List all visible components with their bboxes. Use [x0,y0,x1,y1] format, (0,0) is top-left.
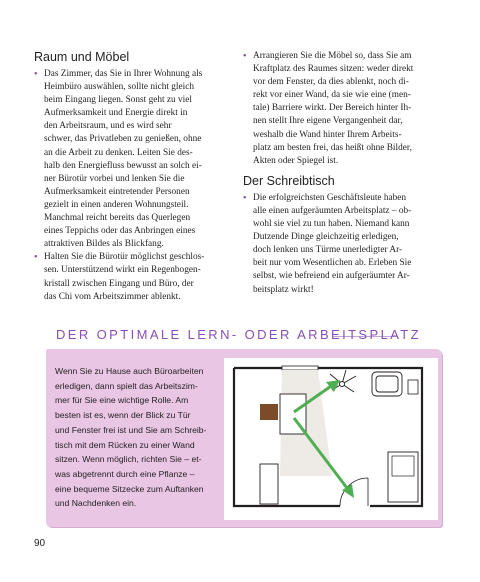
info-box-line: Wenn Sie zu Hause auch Büroarbeiten [55,366,204,376]
section-heading-room: Raum und Möbel [34,50,130,64]
bullet-item [34,68,236,251]
bullet-line: Akten oder Spiegel ist. [253,155,339,166]
bullet-line: beitsplatz wirkt! [253,284,314,295]
bullet-line: das Chi vom Arbeitszimmer ablenkt. [44,291,181,302]
bullet-line: eines Teppichs oder das Anbringen eines [44,226,196,237]
desk [260,404,278,420]
info-box-line: sitzen. Wenn möglich, richten Sie – et- [55,454,202,465]
bullet-line: attraktiven Bildes als Blickfang. [44,239,164,250]
right-bullet-list-bottom [243,192,443,297]
bullet-line: an die Arbeit zu denken. Leiten Sie des- [44,147,193,158]
bullet-line: Das Zimmer, das Sie in Ihrer Wohnung als [44,69,203,79]
info-box-text [55,364,218,511]
bullet-line: beit nur vom Wesentlichen ab. Erleben Sie [253,258,412,269]
bullet-line: gezielt in einen anderen Wohnungsteil. [44,199,189,210]
left-bullet-list [34,68,236,304]
bullet-line: weshalb die Wand hinter Ihrem Arbeits- [253,129,402,140]
bullet-line: Aufmerksamkeit und Energie direkt in [44,108,188,119]
bullet-line: wohl sie viel zu tun haben. Niemand kann [253,219,410,230]
bullet-line: beim Eingang liegen. Sonst geht zu viel [44,95,192,106]
bullet-line: Arrangieren Sie die Möbel so, dass Sie am [253,51,412,61]
info-box-line: was abgetrennt durch eine Pflanze – [55,468,195,479]
bullet-line: kristall zwischen Eingang und Büro, der [44,278,194,289]
bullet-line: schwer, das Privatleben zu genießen, ohne [44,134,202,145]
window [282,366,318,370]
bullet-line: doch lenken uns Türme unerledigter Ar- [253,245,403,256]
section-heading-desk: Der Schreibtisch [243,173,335,188]
bullet-dot: • [34,69,38,80]
bullet-line: nen stellt Ihre eigene Vergangenheit dar, [253,116,403,127]
bullet-item [243,192,443,297]
cabinet-door [392,456,414,476]
bullet-line: selbst, wie befreiend ein aufgeräumter Ar- [253,271,410,282]
bullet-line: Die erfolgreichsten Geschäftsleute haben [253,192,407,203]
bullet-line: Manchmal reicht bereits das Querlegen [44,213,191,224]
right-bullet-list-top [243,50,443,168]
bullet-line: Halten Sie die Bürotür möglichst geschlos- [44,252,205,263]
door-opening [340,503,370,509]
bullet-line: tale) Barriere wirkt. Der Bereich hinter Ih- [253,103,412,114]
info-box-line: besten ist es, wenn der Blick zu Tür [55,410,191,421]
bullet-line: Heimbüro auswählen, sollte nicht gleich [44,82,195,93]
bullet-line: Kraftplatz des Raumes sitzen: weder direkt [253,64,414,75]
bullet-line: sen. Unterstützend wirkt ein Regenbogen- [44,265,201,276]
floor-plan-illustration [222,356,440,522]
bullet-line: Dutzende Dinge gleichzeitig erledigen, [253,232,399,243]
bullet-line: platz am besten frei, das heißt ohne Bilder, [253,142,412,153]
bullet-line: den Arbeitsraum, und es wird sehr [44,121,172,132]
bullet-dot: • [243,192,247,204]
title-rule [300,336,430,337]
box-title: DER OPTIMALE LERN- ODER ARBEITSPLATZ [56,327,421,342]
info-box-line: und Nachdenken ein. [55,498,137,509]
bullet-line: halb den Energiefluss bewusst an solch ei- [44,160,202,171]
bullet-line: vor dem Fenster, da dies ablenkt, noch di- [253,77,409,88]
left-column [34,50,236,304]
bullet-line: Aufmerksamkeit eintretender Personen [44,186,190,197]
bullet-dot: • [243,51,247,62]
shelf [260,464,278,504]
bullet-line: ner Bürotür vorbei und lenken Sie die [44,173,185,184]
armchair [372,372,402,396]
info-box-line: tisch mit dem Rücken zu einer Wand [55,439,195,450]
info-box-line: mer für Sie eine wichtige Rolle. Am [55,395,189,406]
bullet-line: alle einen aufgeräumten Arbeitsplatz – ob- [253,205,412,216]
bullet-dot: • [34,252,38,264]
right-column [243,50,443,297]
bullet-item [243,50,443,168]
info-box-line: und Fenster frei ist und Sie am Schreib- [55,424,207,435]
info-box-line: erledigen, dann spielt das Arbeitszim- [55,380,198,391]
info-box-line: eine bequeme Sitzecke zum Auftanken [55,483,204,494]
side-table [408,380,418,394]
bullet-item [34,251,236,303]
page-number: 90 [34,538,46,549]
bullet-line: rekt vor einer Wand, da sie wie eine (men- [253,90,411,101]
